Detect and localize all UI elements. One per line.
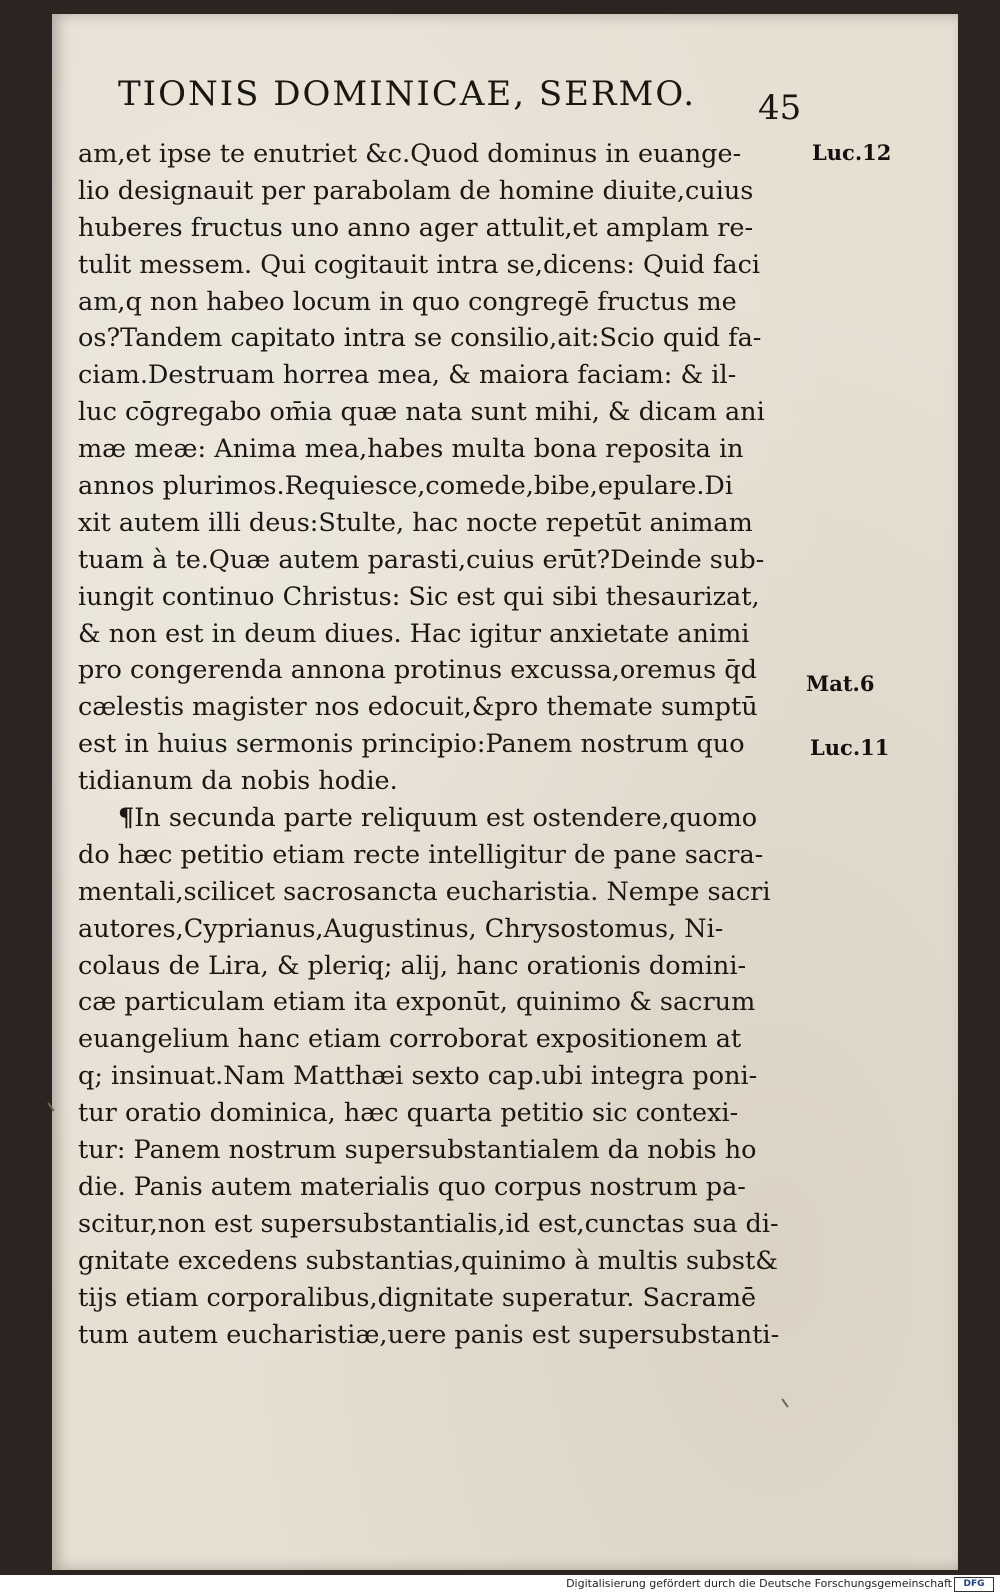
text-line: pro congerenda annona protinus excussa,oremus q̄d: [78, 655, 757, 686]
text-line: tidianum da nobis hodie.: [78, 766, 398, 797]
text-line: colaus de Lira, & pleriq; alij, hanc orationis domini-: [78, 950, 747, 981]
text-line: tijs etiam corporalibus,dignitate superatur. Sacramē: [78, 1282, 757, 1313]
marginal-note: Mat.6: [806, 671, 875, 696]
text-line: am,et ipse te enutriet &c.Quod dominus in euange-: [78, 139, 742, 169]
body-text: [78, 136, 798, 1353]
text-line: lio designauit per parabolam de homine diuite,cuius: [78, 175, 754, 206]
text-line: os?Tandem capitato intra se consilio,ait:Scio quid fa-: [78, 323, 762, 354]
text-line: est in huius sermonis principio:Panem nostrum quo: [78, 729, 745, 760]
text-line: huberes fructus uno anno ager attulit,et amplam re-: [78, 212, 754, 243]
text-line: tur: Panem nostrum supersubstantialem da nobis ho: [78, 1135, 757, 1166]
text-line: mentali,scilicet sacrosancta eucharistia. Nempe sacri: [78, 876, 771, 907]
running-head: TIONIS DOMINICAE, SERMO.: [118, 74, 697, 114]
text-line: xit autem illi deus:Stulte, hac nocte repetūt animam: [78, 507, 753, 538]
page-number: 45: [758, 88, 802, 128]
text-line: & non est in deum diues. Hac igitur anxietate animi: [78, 618, 750, 649]
text-line: cælestis magister nos edocuit,&pro themate sumptū: [78, 692, 758, 723]
text-line: iungit continuo Christus: Sic est qui sibi thesaurizat,: [78, 581, 760, 612]
text-line: In secunda parte reliquum est ostendere,quomo: [134, 803, 758, 834]
text-line: ciam.Destruam horrea mea, & maiora faciam: & il-: [78, 360, 737, 391]
pilcrow-icon: ¶: [118, 803, 135, 834]
text-line: luc cōgregabo om̄ia quæ nata sunt mihi, & dicam ani: [78, 397, 765, 428]
text-line: autores,Cyprianus,Augustinus, Chrysostomus, Ni-: [78, 913, 724, 944]
text-line: scitur,non est supersubstantialis,id est,cunctas sua di-: [78, 1208, 779, 1239]
text-line: do hæc petitio etiam recte intelligitur de pane sacra-: [78, 839, 764, 870]
text-line: q; insinuat.Nam Matthæi sexto cap.ubi integra poni-: [78, 1061, 758, 1092]
funding-credit: Digitalisierung gefördert durch die Deutsche Forschungsgemeinschaft: [566, 1577, 952, 1590]
text-line: die. Panis autem materialis quo corpus nostrum pa-: [78, 1171, 746, 1202]
text-line: tum autem eucharistiæ,uere panis est supersubstanti-: [78, 1319, 780, 1350]
marginal-note: Luc.12: [812, 140, 892, 165]
text-line: am,q non habeo locum in quo congregē fructus me: [78, 286, 737, 317]
marginal-note: Luc.11: [810, 735, 890, 760]
text-line: tulit messem. Qui cogitauit intra se,dicens: Quid faci: [78, 249, 761, 280]
text-line: tur oratio dominica, hæc quarta petitio sic contexi-: [78, 1098, 739, 1129]
text-line: mæ meæ: Anima mea,habes multa bona reposita in: [78, 434, 744, 465]
text-line: cæ particulam etiam ita exponūt, quinimo & sacrum: [78, 987, 756, 1018]
dfg-logo: DFG: [954, 1577, 994, 1592]
text-line: euangelium hanc etiam corroborat expositionem at: [78, 1024, 742, 1055]
paragraph-first-line: [78, 800, 798, 837]
text-line: gnitate excedens substantias,quinimo à multis subst&: [78, 1245, 778, 1276]
text-line: tuam à te.Quæ autem parasti,cuius erūt?Deinde sub-: [78, 544, 765, 575]
text-line: annos plurimos.Requiesce,comede,bibe,epulare.Di: [78, 471, 734, 502]
